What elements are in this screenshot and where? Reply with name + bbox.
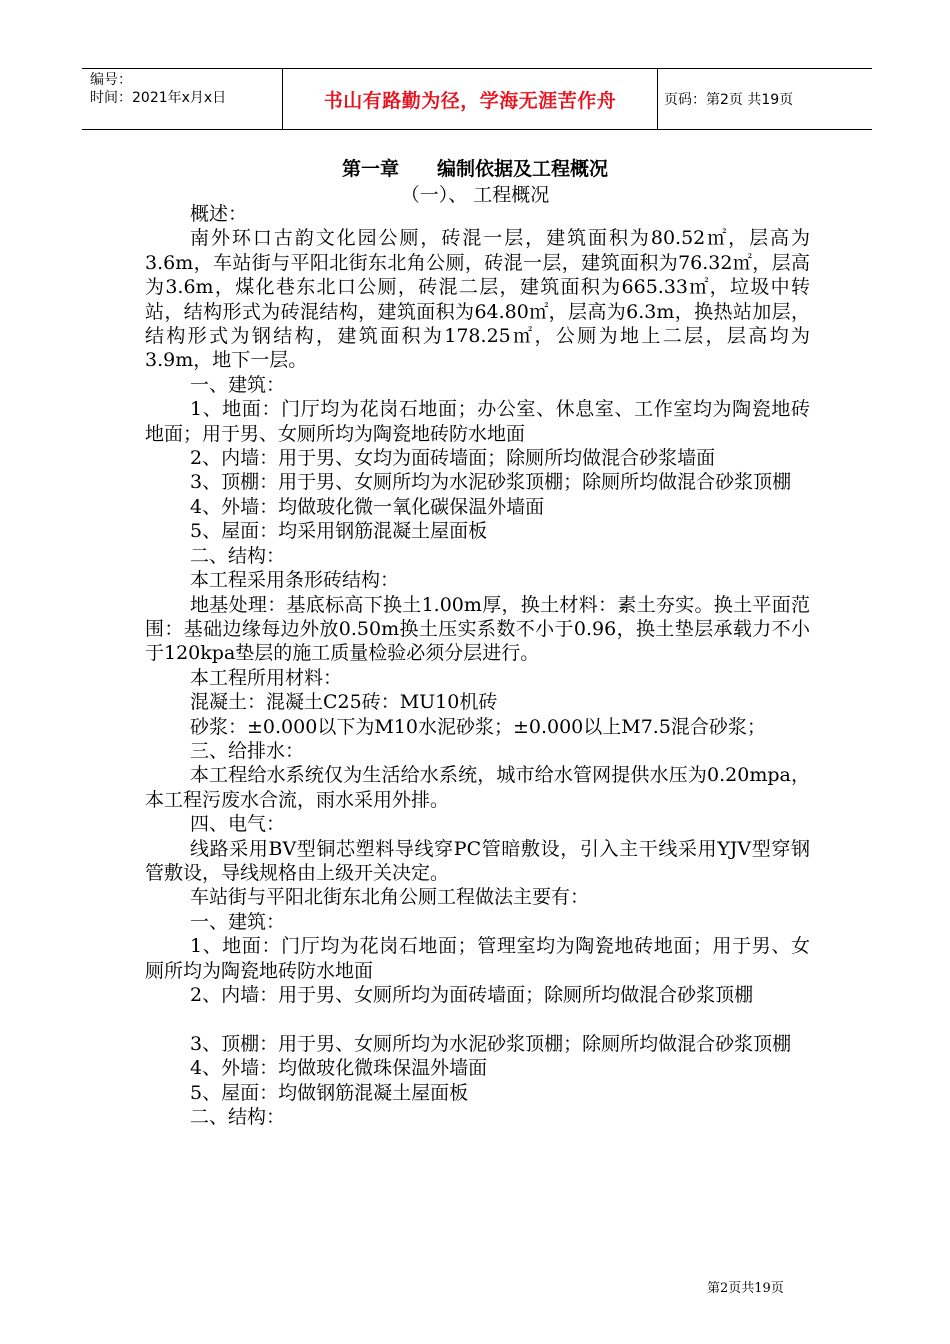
header-meta xyxy=(90,71,226,107)
document-body xyxy=(145,202,810,1129)
paragraph: 混凝土：混凝土C25砖：MU10机砖 xyxy=(190,691,498,714)
paragraph: 四、电气： xyxy=(190,813,286,836)
paragraph: 线路采用BV型铜芯塑料导线穿PC管暗敷设，引入主干线采用YJV型穿钢管敷设，导线规格由上级开关决定。 xyxy=(145,837,810,884)
paragraph: 本工程给水系统仅为生活给水系统，城市给水管网提供水压为0.20mpa，本工程污废水合流，雨水采用外排。 xyxy=(145,764,810,811)
paragraph: 地基处理：基底标高下换土1.00m厚，换土材料：素土夯实。换土平面范围：基础边缘每边外放0.50m换土压实系数不小于0.96，换土垫层承载力不小于120kpa垫层的施工质量检验必须分层进行。 xyxy=(145,593,810,665)
paragraph: 2、内墙：用于男、女均为面砖墙面；除厕所均做混合砂浆墙面 xyxy=(190,447,716,470)
header-page-number: 页码：第2页 共19页 xyxy=(664,92,794,108)
paragraph: 4、外墙：均做玻化微一氧化碳保温外墙面 xyxy=(190,495,545,518)
paragraph: 5、屋面：均做钢筋混凝土屋面板 xyxy=(190,1081,469,1104)
paragraph: 二、结构： xyxy=(190,1106,286,1129)
paragraph: 概述： xyxy=(190,203,248,225)
paragraph: 2、内墙：用于男、女厕所均为面砖墙面；除厕所均做混合砂浆顶棚 xyxy=(190,984,754,1006)
paragraph: 5、屋面：均采用钢筋混凝土屋面板 xyxy=(190,520,488,543)
chapter-number: 第一章 xyxy=(341,158,399,180)
paragraph: 三、给排水： xyxy=(190,739,305,762)
paragraph: 4、外墙：均做玻化微珠保温外墙面 xyxy=(190,1057,488,1080)
header-time: 时间：2021年x月x日 xyxy=(90,90,227,106)
page-header xyxy=(82,68,872,130)
paragraph: 一、建筑： xyxy=(190,910,286,933)
paragraph: 砂浆：±0.000以下为M10水泥砂浆；±0.000以上M7.5混合砂浆； xyxy=(190,715,766,738)
page-footer: 第2页共19页 xyxy=(707,1281,784,1296)
paragraph: 本工程所用材料： xyxy=(190,666,343,689)
header-number: 编号： xyxy=(90,72,132,88)
chapter-name: 编制依据及工程概况 xyxy=(437,158,609,180)
header-motto-cell xyxy=(282,69,658,129)
paragraph: 3、顶棚：用于男、女厕所均为水泥砂浆顶棚；除厕所均做混合砂浆顶棚 xyxy=(190,471,792,494)
paragraph: 一、建筑： xyxy=(190,373,286,396)
paragraph xyxy=(145,1007,810,1031)
header-motto: 书山有路勤为径，学海无涯苦作舟 xyxy=(323,89,617,112)
paragraph: 二、结构： xyxy=(190,544,286,567)
paragraph: 3、顶棚：用于男、女厕所均为水泥砂浆顶棚；除厕所均做混合砂浆顶棚 xyxy=(190,1032,792,1055)
paragraph: 车站街与平阳北街东北角公厕工程做法主要有： xyxy=(190,886,590,909)
section-subtitle: （一）、 工程概况 xyxy=(400,184,550,206)
chapter-title xyxy=(0,154,950,181)
paragraph: 南外环口古韵文化园公厕，砖混一层，建筑面积为80.52㎡，层高为3.6m，车站街与平阳北街东北角公厕，砖混一层，建筑面积为76.32㎡，层高为3.6m，煤化巷东北口公厕，砖混二层，建筑面积为665.33㎡，垃圾中转站，结构形式为砖混结构，建筑面积为64.80㎡，层高为6.3m，换热站加层，结构形式为钢结构，建筑面积为178.25㎡，公厕为地上二层，层高均为3.9m，地下一层。 xyxy=(145,227,810,372)
paragraph: 本工程采用条形砖结构： xyxy=(190,569,400,592)
paragraph: 1、地面：门厅均为花岗石地面；管理室均为陶瓷地砖地面；用于男、女厕所均为陶瓷地砖防水地面 xyxy=(145,935,810,982)
paragraph: 1、地面：门厅均为花岗石地面；办公室、休息室、工作室均为陶瓷地砖地面；用于男、女厕所均为陶瓷地砖防水地面 xyxy=(145,398,810,445)
